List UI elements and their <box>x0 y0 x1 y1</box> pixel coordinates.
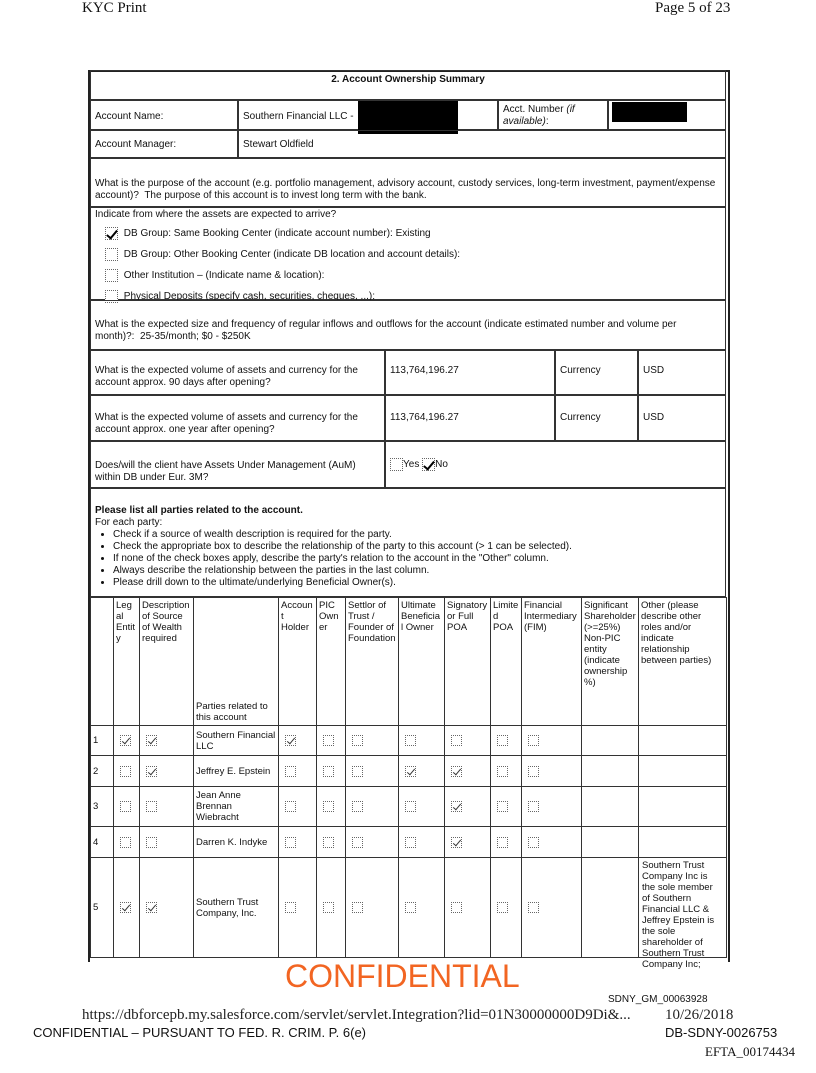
table-cell <box>345 786 399 827</box>
table-cell <box>638 826 727 858</box>
column-header-label: Limited POA <box>493 600 519 633</box>
aum-question: Does/will the client have Assets Under Management (AuM) within DB under Eur. 3M? <box>90 441 385 488</box>
table-cell <box>90 755 114 787</box>
party-role-checkbox[interactable] <box>451 837 462 848</box>
table-cell <box>345 725 399 756</box>
table-cell <box>444 786 491 827</box>
party-role-checkbox[interactable] <box>528 766 539 777</box>
party-name: Darren K. Indyke <box>196 836 268 848</box>
table-cell <box>444 857 491 958</box>
table-cell <box>398 755 445 787</box>
parties-intro: For each party: <box>95 517 163 528</box>
party-role-checkbox[interactable] <box>323 735 334 746</box>
table-cell <box>90 857 114 958</box>
volume90-amount: 113,764,196.27 <box>385 350 555 395</box>
party-role-checkbox[interactable] <box>497 735 508 746</box>
party-role-checkbox[interactable] <box>451 735 462 746</box>
party-role-checkbox[interactable] <box>146 735 157 746</box>
account-name-text: Southern Financial LLC - <box>243 111 357 122</box>
party-role-checkbox[interactable] <box>528 902 539 913</box>
asset-option <box>105 226 721 242</box>
aum-yes-checkbox[interactable] <box>390 458 403 471</box>
party-role-checkbox[interactable] <box>528 837 539 848</box>
party-role-checkbox[interactable] <box>323 801 334 812</box>
table-cell <box>278 826 317 858</box>
party-role-checkbox[interactable] <box>323 837 334 848</box>
table-cell <box>444 755 491 787</box>
volume1y-currency-label: Currency <box>555 395 638 441</box>
table-cell <box>345 826 399 858</box>
instruction-bullet: • Please drill down to the ultimate/underlying Beneficial Owner(s). <box>113 577 721 589</box>
column-header-label: Signatory or Full POA <box>447 600 488 633</box>
party-role-checkbox[interactable] <box>405 801 416 812</box>
table-cell <box>638 786 727 827</box>
table-cell <box>139 786 194 827</box>
confidential-notice: CONFIDENTIAL – PURSUANT TO FED. R. CRIM. P. 6(e) <box>33 1025 367 1040</box>
table-cell <box>581 755 639 787</box>
table-cell <box>398 725 445 756</box>
party-role-checkbox[interactable] <box>451 766 462 777</box>
confidential-stamp: CONFIDENTIAL <box>285 958 520 994</box>
asset-option-checkbox[interactable] <box>105 227 118 240</box>
row-number: 4 <box>93 836 99 848</box>
volume1y-amount: 113,764,196.27 <box>385 395 555 441</box>
party-name: Southern Trust Company, Inc. <box>196 896 259 919</box>
table-cell <box>490 725 522 756</box>
instruction-bullet: • Always describe the relationship between the parties in the last column. <box>113 565 721 577</box>
asset-option-checkbox[interactable] <box>105 248 118 261</box>
party-role-checkbox[interactable] <box>497 766 508 777</box>
asset-option-label: Other Institution – (Indicate name & location): <box>123 270 325 281</box>
column-header <box>316 597 346 726</box>
column-header <box>90 597 114 726</box>
volume90-currency-label: Currency <box>555 350 638 395</box>
table-cell <box>444 725 491 756</box>
table-cell <box>444 826 491 858</box>
parties-instructions <box>90 488 726 597</box>
table-cell <box>113 826 140 858</box>
volume90-question: What is the expected volume of assets and currency for the account approx. 90 days after opening? <box>90 350 385 395</box>
party-role-checkbox[interactable] <box>352 902 363 913</box>
column-header <box>193 597 279 726</box>
parties-bullets <box>95 529 721 589</box>
column-header-label: Ultimate Beneficial Owner <box>401 600 441 633</box>
table-cell <box>490 786 522 827</box>
table-cell <box>90 826 114 858</box>
table-cell <box>139 857 194 958</box>
section-title: 2. Account Ownership Summary <box>90 70 726 100</box>
column-header <box>581 597 639 726</box>
redaction-block <box>612 102 687 122</box>
table-cell <box>316 725 346 756</box>
column-header-label: Legal Entity <box>116 600 136 644</box>
asset-option <box>105 247 721 263</box>
instruction-bullet: • Check the appropriate box to describe the relationship of the party to this account (> 1 can be selected). <box>113 541 721 553</box>
column-header-label: Significant Shareholder (>=25%) Non-PIC entity (indicate ownership %) <box>584 600 636 688</box>
table-cell <box>521 755 582 787</box>
table-cell <box>581 826 639 858</box>
table-cell <box>490 857 522 958</box>
party-role-checkbox[interactable] <box>528 801 539 812</box>
instruction-bullet: • Check if a source of wealth description is required for the party. <box>113 529 721 541</box>
table-cell <box>490 826 522 858</box>
bates-sdny-gm: SDNY_GM_00063928 <box>608 994 708 1005</box>
account-name-label: Account Name: <box>90 100 238 130</box>
column-header-label: Other (please describe other roles and/or indicate relationship between parties) <box>641 600 712 666</box>
column-header <box>638 597 727 726</box>
aum-yes-label: Yes <box>403 459 420 471</box>
table-cell <box>278 725 317 756</box>
table-cell <box>113 857 140 958</box>
table-cell <box>521 857 582 958</box>
table-cell <box>139 826 194 858</box>
party-role-checkbox[interactable] <box>146 837 157 848</box>
table-cell <box>345 755 399 787</box>
party-name: Jean Anne Brennan Wiebracht <box>196 790 241 823</box>
column-header <box>444 597 491 726</box>
party-name-cell <box>193 786 279 827</box>
party-role-checkbox[interactable] <box>497 837 508 848</box>
party-role-checkbox[interactable] <box>497 902 508 913</box>
party-name: Jeffrey E. Epstein <box>196 765 271 777</box>
source-url: https://dbforcepb.my.salesforce.com/servlet/servlet.Integration?lid=01N30000000D9Di&... <box>82 1007 631 1023</box>
parties-title: Please list all parties related to the account. <box>95 505 303 516</box>
asset-option-label: Physical Deposits (specify cash, securities, cheques, ...): <box>123 291 375 302</box>
column-header <box>345 597 399 726</box>
table-cell <box>398 826 445 858</box>
asset-option-checkbox[interactable] <box>105 269 118 282</box>
party-role-checkbox[interactable] <box>285 801 296 812</box>
party-role-checkbox[interactable] <box>405 837 416 848</box>
party-role-checkbox[interactable] <box>352 837 363 848</box>
party-role-checkbox[interactable] <box>146 902 157 913</box>
table-cell <box>398 786 445 827</box>
table-cell <box>316 826 346 858</box>
party-role-checkbox[interactable] <box>405 766 416 777</box>
other-relationship: Southern Trust Company Inc is the sole member of Southern Financial LLC & Jeffrey Epstein is the sole shareholder of Southern Trust Company Inc; <box>642 860 715 970</box>
party-role-checkbox[interactable] <box>120 766 131 777</box>
assets-question: Indicate from where the assets are expected to arrive? <box>95 209 337 220</box>
table-cell <box>113 725 140 756</box>
acct-number-label <box>498 100 608 130</box>
table-cell <box>278 786 317 827</box>
page-number: Page 5 of 23 <box>655 0 731 16</box>
party-role-checkbox[interactable] <box>451 902 462 913</box>
party-role-checkbox[interactable] <box>352 735 363 746</box>
party-role-checkbox[interactable] <box>285 766 296 777</box>
bates-efta: EFTA_00174434 <box>705 1044 795 1059</box>
table-cell <box>490 755 522 787</box>
party-role-checkbox[interactable] <box>352 801 363 812</box>
table-cell <box>139 755 194 787</box>
party-name-cell <box>193 826 279 858</box>
header-title: KYC Print <box>82 0 147 16</box>
asset-option-label: DB Group: Other Booking Center (indicate DB location and account details): <box>123 249 461 260</box>
party-role-checkbox[interactable] <box>146 766 157 777</box>
table-cell <box>581 786 639 827</box>
table-cell <box>521 725 582 756</box>
party-role-checkbox[interactable] <box>120 837 131 848</box>
column-header-label: Financial Intermediary (FIM) <box>524 600 577 633</box>
party-role-checkbox[interactable] <box>323 766 334 777</box>
purpose-question: What is the purpose of the account (e.g. portfolio management, advisory account, custody services, long-term investment, payment/expense account)? <box>95 178 716 201</box>
table-cell <box>113 786 140 827</box>
party-name: Southern Financial LLC <box>196 729 276 752</box>
table-cell <box>316 786 346 827</box>
inflows-answer: 25-35/month; $0 - $250K <box>140 331 251 342</box>
table-cell <box>113 755 140 787</box>
column-header <box>521 597 582 726</box>
table-cell <box>638 725 727 756</box>
table-cell <box>345 857 399 958</box>
party-role-checkbox[interactable] <box>120 902 131 913</box>
party-role-checkbox[interactable] <box>285 902 296 913</box>
instruction-bullet: • If none of the check boxes apply, describe the party's relation to the account in the "Other" column. <box>113 553 721 565</box>
party-role-checkbox[interactable] <box>352 766 363 777</box>
column-header-label: Parties related to this account <box>196 701 268 723</box>
row-number: 1 <box>93 735 99 746</box>
party-name-cell <box>193 857 279 958</box>
party-name-cell <box>193 725 279 756</box>
account-manager-label: Account Manager: <box>90 130 238 158</box>
row-number: 2 <box>93 765 99 777</box>
volume1y-question: What is the expected volume of assets and currency for the account approx. one year after opening? <box>90 395 385 441</box>
table-cell <box>316 755 346 787</box>
column-header-label: Settlor of Trust / Founder of Foundation <box>348 600 396 644</box>
inflows-question: What is the expected size and frequency of regular inflows and outflows for the account (indicate estimated number and volume per month)?: <box>95 319 677 342</box>
account-name-value <box>238 100 498 130</box>
column-header <box>490 597 522 726</box>
table-cell <box>90 725 114 756</box>
table-cell <box>398 857 445 958</box>
table-cell <box>638 857 727 970</box>
volume1y-currency: USD <box>638 395 726 441</box>
table-cell <box>90 786 114 827</box>
column-header <box>113 597 140 726</box>
party-role-checkbox[interactable] <box>146 801 157 812</box>
column-header <box>278 597 317 726</box>
assets-section <box>90 207 726 300</box>
party-role-checkbox[interactable] <box>405 902 416 913</box>
table-cell <box>139 725 194 756</box>
party-role-checkbox[interactable] <box>497 801 508 812</box>
inflows-section <box>90 300 726 350</box>
party-role-checkbox[interactable] <box>323 902 334 913</box>
party-role-checkbox[interactable] <box>120 735 131 746</box>
table-cell <box>581 857 639 958</box>
purpose-section <box>90 158 726 207</box>
party-name-cell <box>193 755 279 787</box>
table-cell <box>316 857 346 958</box>
asset-option <box>105 268 721 284</box>
asset-option-label: DB Group: Same Booking Center (indicate account number): Existing <box>123 228 431 239</box>
party-role-checkbox[interactable] <box>120 801 131 812</box>
acct-number-suffix: : <box>545 116 549 127</box>
column-header-label: Description of Source of Wealth required <box>142 600 190 644</box>
table-cell <box>638 755 727 787</box>
column-header <box>398 597 445 726</box>
column-header-label: PIC Owner <box>319 600 339 633</box>
column-header-label: Account Holder <box>281 600 313 633</box>
purpose-answer: The purpose of this account is to invest long term with the bank. <box>144 190 427 201</box>
bates-db-sdny: DB-SDNY-0026753 <box>665 1025 778 1040</box>
row-number: 5 <box>93 902 99 913</box>
party-role-checkbox[interactable] <box>528 735 539 746</box>
aum-no-label: No <box>435 459 448 471</box>
party-role-checkbox[interactable] <box>285 735 296 746</box>
table-cell <box>521 826 582 858</box>
column-header <box>139 597 194 726</box>
party-role-checkbox[interactable] <box>451 801 462 812</box>
volume90-currency: USD <box>638 350 726 395</box>
table-cell <box>278 857 317 958</box>
party-role-checkbox[interactable] <box>285 837 296 848</box>
table-cell <box>521 786 582 827</box>
row-number: 3 <box>93 801 99 812</box>
print-date: 10/26/2018 <box>665 1007 734 1023</box>
account-manager-value: Stewart Oldfield <box>238 130 726 158</box>
table-cell <box>278 755 317 787</box>
aum-answer <box>385 441 726 488</box>
acct-number-label-text: Acct. Number <box>503 104 567 115</box>
party-role-checkbox[interactable] <box>405 735 416 746</box>
aum-no-checkbox[interactable] <box>422 458 435 471</box>
acct-number-label-italic: (if available) <box>503 104 575 127</box>
table-cell <box>581 725 639 756</box>
